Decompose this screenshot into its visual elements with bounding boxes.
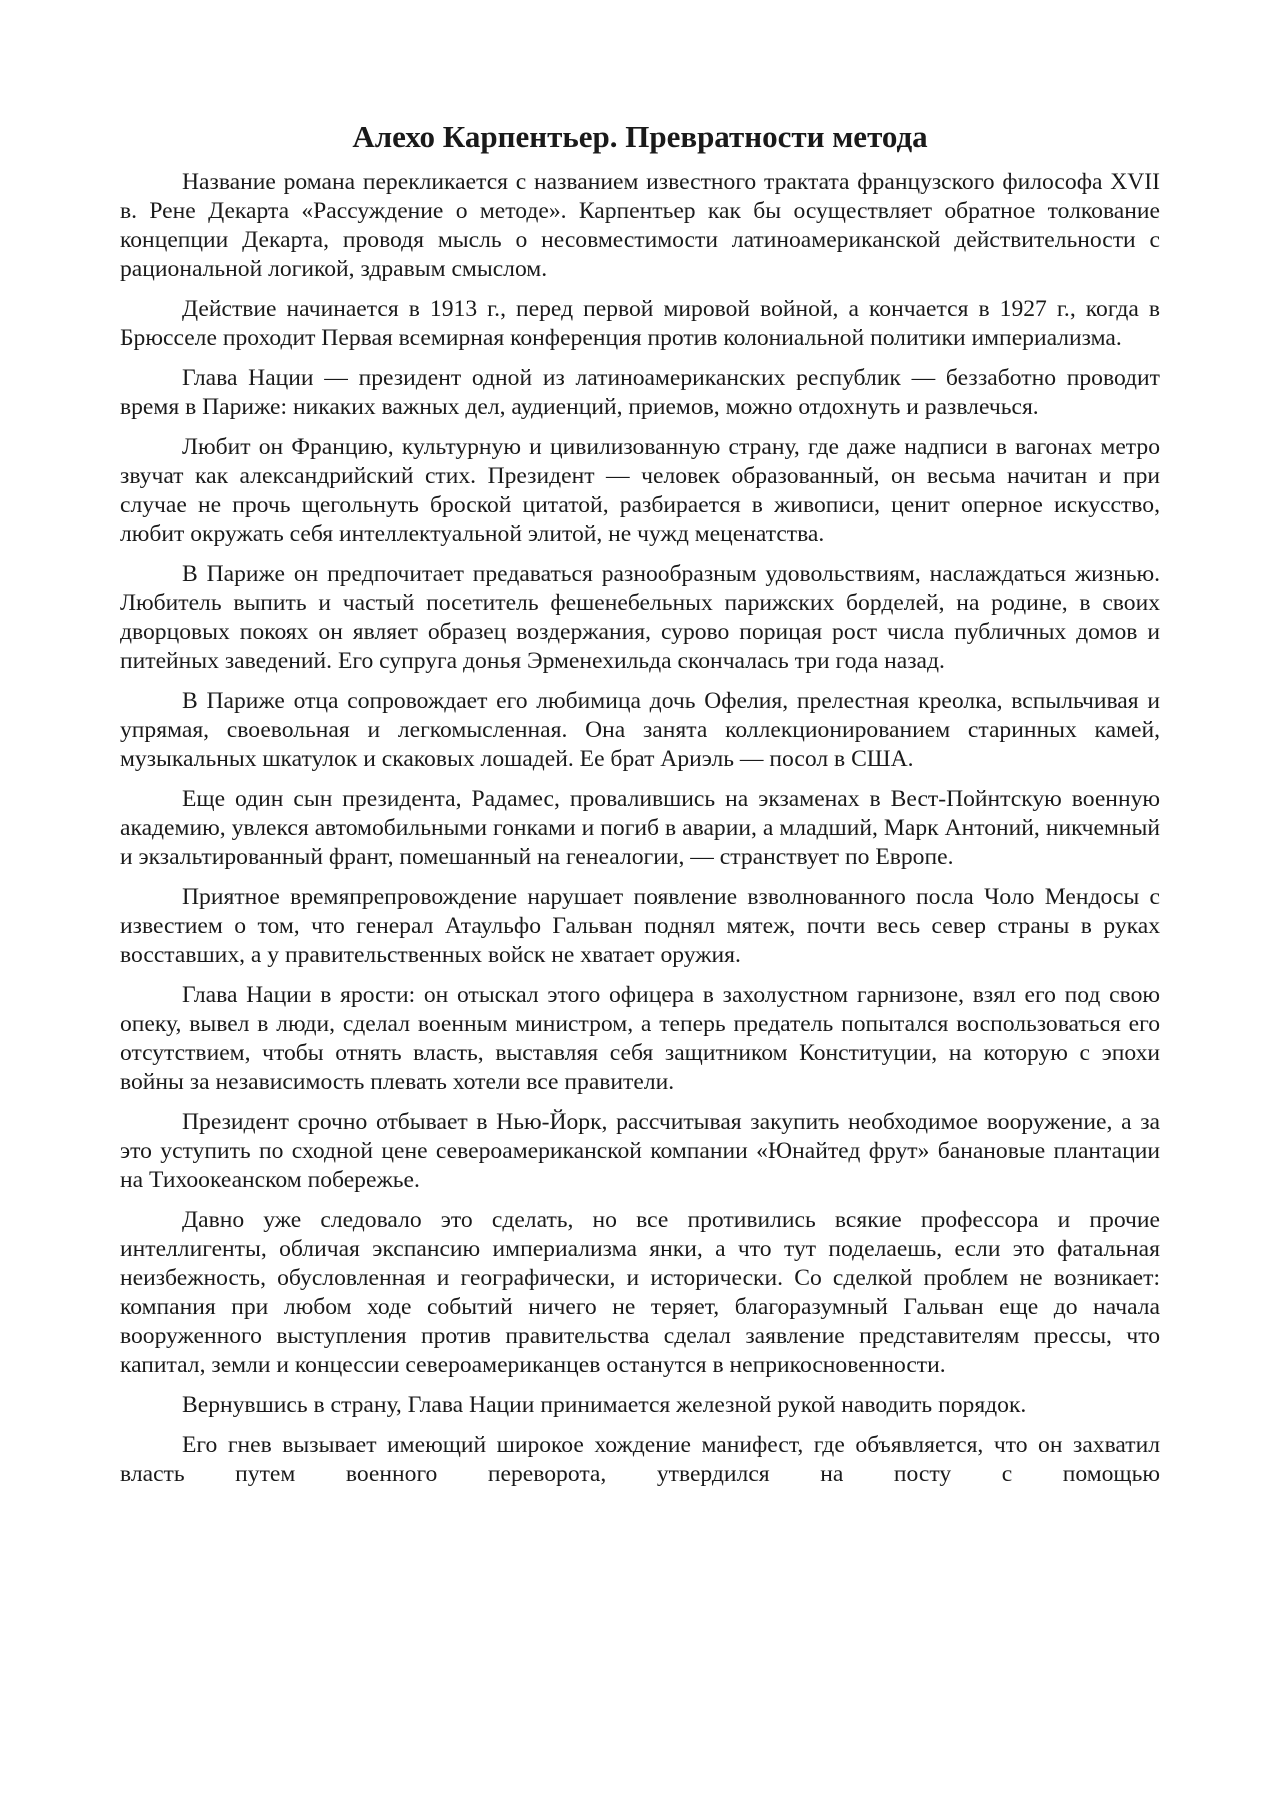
paragraph-3: Глава Нации — президент одной из латиноамериканских республик — беззаботно проводит время в Париже: никаких важных дел, аудиенций, приемов, можно отдохнуть и развлечься. bbox=[120, 365, 1160, 420]
paragraph-12: Вернувшись в страну, Глава Нации принимается железной рукой наводить порядок. bbox=[182, 1392, 1027, 1418]
page-title: Алехо Карпентьер. Превратности метода bbox=[352, 119, 928, 154]
paragraph-9: Глава Нации в ярости: он отыскал этого офицера в захолустном гарнизоне, взял его под свою опеку, вывел в люди, сделал военным министром, а теперь предатель попытался воспользоваться его отсутствием, чтобы отнять власть, выставляя себя защитником Конституции, на которую с эпохи войны за независимость плевать хотели все правители. bbox=[120, 982, 1160, 1095]
paragraph-10: Президент срочно отбывает в Нью-Йорк, рассчитывая закупить необходимое вооружение, а за это уступить по сходной цене североамериканской компании «Юнайтед фрут» банановые плантации на Тихоокеанском побережье. bbox=[120, 1109, 1160, 1193]
paragraph-4: Любит он Францию, культурную и цивилизованную страну, где даже надписи в вагонах метро звучат как александрийский стих. Президент — человек образованный, он весьма начитан и при случае не прочь щегольнуть броской цитатой, разбирается в живописи, ценит оперное искусство, любит окружать себя интеллектуальной элитой, не чужд меценатства. bbox=[120, 434, 1160, 547]
paragraph-7: Еще один сын президента, Радамес, провалившись на экзаменах в Вест-Пойнтскую военную академию, увлекся автомобильными гонками и погиб в аварии, а младший, Марк Антоний, никчемный и экзальтированный франт, помешанный на генеалогии, — странствует по Европе. bbox=[120, 786, 1160, 870]
paragraph-5: В Париже он предпочитает предаваться разнообразным удовольствиям, наслаждаться жизнью. Любитель выпить и частый посетитель фешенебельных парижских борделей, на родине, в своих дворцовых покоях он являет образец воздержания, сурово порицая рост числа публичных домов и питейных заведений. Его супруга донья Эрменехильда скончалась три года назад. bbox=[120, 561, 1160, 674]
paragraph-6: В Париже отца сопровождает его любимица дочь Офелия, прелестная креолка, вспыльчивая и упрямая, своевольная и легкомысленная. Она занята коллекционированием старинных камей, музыкальных шкатулок и скаковых лошадей. Ее брат Ариэль — посол в США. bbox=[120, 688, 1160, 772]
paragraph-13: Его гнев вызывает имеющий широкое хождение манифест, где объявляется, что он захватил власть путем военного переворота, утвердился на посту с помощью bbox=[120, 1432, 1160, 1487]
document-body bbox=[120, 118, 1160, 1500]
paragraph-11: Давно уже следовало это сделать, но все противились всякие профессора и прочие интеллигенты, обличая экспансию империализма янки, а что тут поделаешь, если это фатальная неизбежность, обусловленная и географически, и исторически. Со сделкой проблем не возникает: компания при любом ходе событий ничего не теряет, благоразумный Гальван еще до начала вооруженного выступления против правительства сделал заявление представителям прессы, что капитал, земли и концессии североамериканцев останутся в неприкосновенности. bbox=[120, 1207, 1160, 1378]
paragraph-2: Действие начинается в 1913 г., перед первой мировой войной, а кончается в 1927 г., когда в Брюсселе проходит Первая всемирная конференция против колониальной политики империализма. bbox=[120, 296, 1160, 351]
paragraph-1: Название романа перекликается с названием известного трактата французского философа XVII в. Рене Декарта «Рассуждение о методе». Карпентьер как бы осуществляет обратное толкование концепции Декарта, проводя мысль о несовместимости латиноамериканской действительности с рациональной логикой, здравым смыслом. bbox=[120, 169, 1160, 282]
paragraph-8: Приятное времяпрепровождение нарушает появление взволнованного посла Чоло Мендосы с известием о том, что генерал Атаульфо Гальван поднял мятеж, почти весь север страны в руках восставших, а у правительственных войск не хватает оружия. bbox=[120, 884, 1160, 968]
